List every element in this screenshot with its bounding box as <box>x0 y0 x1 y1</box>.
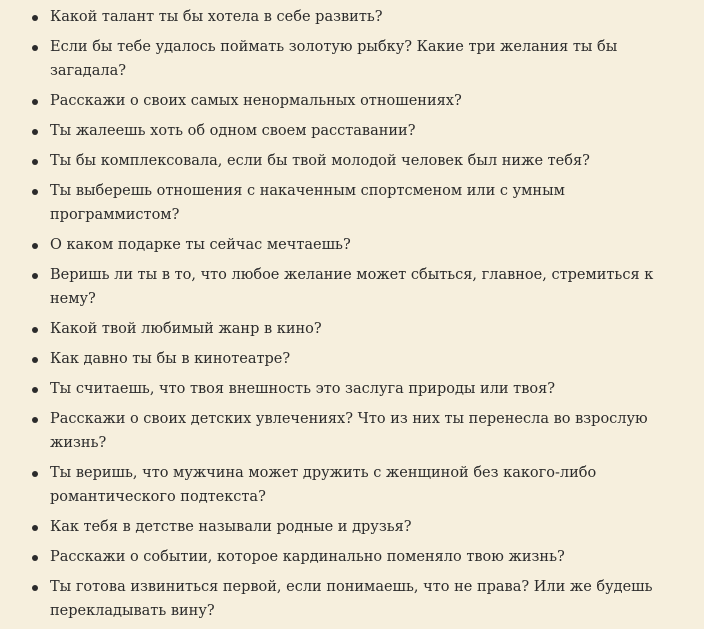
list-item <box>0 461 704 509</box>
question-text: Как давно ты бы в кинотеатре? <box>50 351 291 367</box>
question-text: Расскажи о событии, которое кардинально поменяло твою жизнь? <box>50 549 565 565</box>
bullet-icon <box>32 417 38 423</box>
question-text: Какой талант ты бы хотела в себе развить? <box>50 9 383 25</box>
question-text: Ты жалеешь хоть об одном своем расставании? <box>50 123 416 139</box>
list-item <box>0 377 704 401</box>
question-text: Ты считаешь, что твоя внешность это заслуга природы или твоя? <box>50 381 556 397</box>
question-text: Если бы тебе удалось поймать золотую рыбку? Какие три желания ты бы загадала? <box>50 39 618 79</box>
bullet-icon <box>32 525 38 531</box>
list-item <box>0 515 704 539</box>
list-item <box>0 575 704 623</box>
question-text: Ты выберешь отношения с накаченным спортсменом или с умным программистом? <box>50 183 565 223</box>
list-item <box>0 317 704 341</box>
bullet-icon <box>32 189 38 195</box>
list-item <box>0 347 704 371</box>
question-list <box>0 5 704 629</box>
list-item <box>0 119 704 143</box>
bullet-icon <box>32 585 38 591</box>
bullet-icon <box>32 15 38 21</box>
bullet-icon <box>32 99 38 105</box>
bullet-icon <box>32 471 38 477</box>
bullet-icon <box>32 45 38 51</box>
list-item <box>0 545 704 569</box>
question-text: Расскажи о своих детских увлечениях? Что из них ты перенесла во взрослую жизнь? <box>50 411 648 451</box>
question-text: Какой твой любимый жанр в кино? <box>50 321 322 337</box>
bullet-icon <box>32 273 38 279</box>
bullet-icon <box>32 387 38 393</box>
question-text: О каком подарке ты сейчас мечтаешь? <box>50 237 351 253</box>
list-item <box>0 89 704 113</box>
question-text: Ты готова извиниться первой, если понимаешь, что не права? Или же будешь перекладывать вину? <box>50 579 653 619</box>
bullet-icon <box>32 357 38 363</box>
list-item <box>0 263 704 311</box>
bullet-icon <box>32 243 38 249</box>
list-item <box>0 233 704 257</box>
list-item <box>0 35 704 83</box>
list-item <box>0 149 704 173</box>
bullet-icon <box>32 159 38 165</box>
bullet-icon <box>32 327 38 333</box>
list-item <box>0 407 704 455</box>
question-text: Ты веришь, что мужчина может дружить с женщиной без какого-либо романтического подтекста? <box>50 465 597 505</box>
list-item <box>0 179 704 227</box>
list-item <box>0 5 704 29</box>
question-text: Как тебя в детстве называли родные и друзья? <box>50 519 412 535</box>
bullet-icon <box>32 555 38 561</box>
question-text: Ты бы комплексовала, если бы твой молодой человек был ниже тебя? <box>50 153 590 169</box>
question-text: Расскажи о своих самых ненормальных отношениях? <box>50 93 462 109</box>
question-text: Веришь ли ты в то, что любое желание может сбыться, главное, стремиться к нему? <box>50 267 654 307</box>
bullet-icon <box>32 129 38 135</box>
